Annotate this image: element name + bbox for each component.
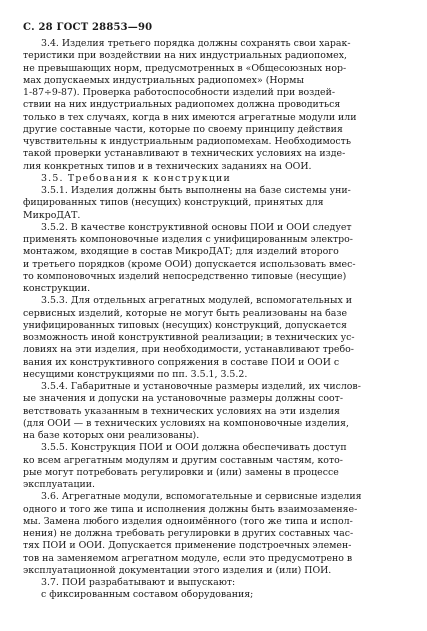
text-line: 3.5.1. Изделия должны быть выполнены на базе системы уни- (41, 185, 351, 196)
text-line: такой проверки устанавливают в технических условиях на изде- (23, 148, 346, 160)
text-line: рые могут потребовать регулировки и (или) замены в процессе (23, 466, 339, 478)
text-line: фицированных типов (несущих) конструкций, принятых для (23, 197, 324, 209)
text-line: и третьего порядков (кроме ООИ) допускается использовать вмес- (23, 258, 356, 270)
text-line: монтажом, входящие в состав МикроДАТ; для изделий второго (23, 246, 339, 258)
paragraph-p-3-5-3 (23, 295, 407, 381)
text-line: другие составные части, которые по своему принципу действия (23, 123, 343, 135)
paragraph-p-3-6 (23, 491, 407, 577)
text-line: 3.4. Изделия третьего порядка должны сохранять свои харак- (41, 38, 351, 49)
text-line: тях ПОИ и ООИ. Допускается применение подстроечных элемен- (23, 540, 352, 552)
text-line: 1-87÷9-87). Проверка работоспособности изделий при воздей- (23, 87, 335, 98)
text-line: не превышающих норм, предусмотренных в «Общесоюзных нор- (23, 62, 347, 74)
text-line: мах допускаемых индустриальных радиопомех» (Нормы (23, 74, 304, 86)
text-line: нения) не должна требовать регулировки в других составных час- (23, 528, 354, 539)
page-header: С. 28 ГОСТ 28853—90 (23, 22, 153, 33)
text-line: на базе которых они реализованы). (23, 430, 200, 441)
paragraph-p-3-4 (23, 38, 407, 173)
text-line: 3.6. Агрегатные модули, вспомогательные и сервисные изделия (41, 491, 362, 503)
text-line: с фиксированным составом оборудования; (41, 589, 254, 601)
text-line: то компоновочных изделий непосредственно типовые (несущие) (23, 270, 347, 282)
text-line: 3.5.5. Конструкция ПОИ и ООИ должна обеспечивать доступ (41, 442, 347, 454)
text-line: только в тех случаях, когда в них имеются агрегатные модули или (23, 111, 357, 123)
text-line: мы. Замена любого изделия одноимённого (того же типа и испол- (23, 515, 353, 527)
paragraph-p-3-5-4 (23, 381, 407, 442)
text-line: лия конкретных типов и в технических заданиях на ООИ. (23, 160, 312, 172)
text-line: конструкции. (23, 283, 91, 294)
text-line: унифицированных типовых (несущих) конструкций, допускается (23, 319, 347, 331)
text-line: ветствовать указанным в технических условиях на эти изделия (23, 405, 340, 417)
text-line: 3.5.2. В качестве конструктивной основы ПОИ и ООИ следует (41, 221, 352, 233)
paragraph-p-3-5-5 (23, 442, 407, 491)
paragraph-p-item-1 (23, 589, 407, 601)
text-line: 3.5.4. Габаритные и установочные размеры изделий, их числов- (41, 381, 361, 392)
text-line: сервисных изделий, которые не могут быть реализованы на базе (23, 307, 348, 319)
text-line: эксплуатации. (23, 479, 95, 490)
text-line: несущими конструкциями по пп. 3.5.1, 3.5.2. (23, 368, 248, 380)
text-line: 3.7. ПОИ разрабатывают и выпускают: (41, 577, 236, 588)
paragraph-p-3-5 (23, 173, 407, 185)
text-line: (для ООИ — в технических условиях на компоновочные изделия, (23, 417, 349, 429)
text-line: эксплуатационной документации этого изделия и (или) ПОИ. (23, 564, 332, 576)
text-line: теристики при воздействии на них индустриальных радиопомех, (23, 50, 347, 62)
text-line: ые значения и допуски на установочные размеры должны соот- (23, 393, 344, 405)
document-body (23, 38, 407, 602)
text-line: одного и того же типа и исполнения должны быть взаимозаменяе- (23, 503, 358, 515)
paragraph-p-3-5-1 (23, 185, 407, 222)
paragraph-p-3-7 (23, 577, 407, 589)
text-line: 3.5.3. Для отдельных агрегатных модулей, вспомогательных и (41, 295, 353, 307)
text-line: чувствительны к индустриальным радиопомехам. Необходимость (23, 136, 351, 147)
text-line: возможность иной конструктивной реализации; в технических ус- (23, 332, 355, 343)
text-line: МикроДАТ. (23, 209, 81, 221)
text-line: тов на заменяемом агрегатном модуле, если это предусмотрено в (23, 552, 353, 564)
paragraph-p-3-5-2 (23, 222, 407, 296)
text-line: 3.5. Требования к конструкции (41, 172, 231, 184)
text-line: ко всем агрегатным модулям и другим составным частям, кото- (23, 454, 343, 466)
text-line: вания их конструктивного сопряжения в составе ПОИ и ООИ с (23, 356, 340, 368)
text-line: ствии на них индустриальных радиопомех должна проводиться (23, 99, 341, 111)
text-line: применять компоновочные изделия с унифицированным электро- (23, 234, 353, 245)
text-line: ловиях на эти изделия, при необходимости, устанавливают требо- (23, 344, 354, 356)
